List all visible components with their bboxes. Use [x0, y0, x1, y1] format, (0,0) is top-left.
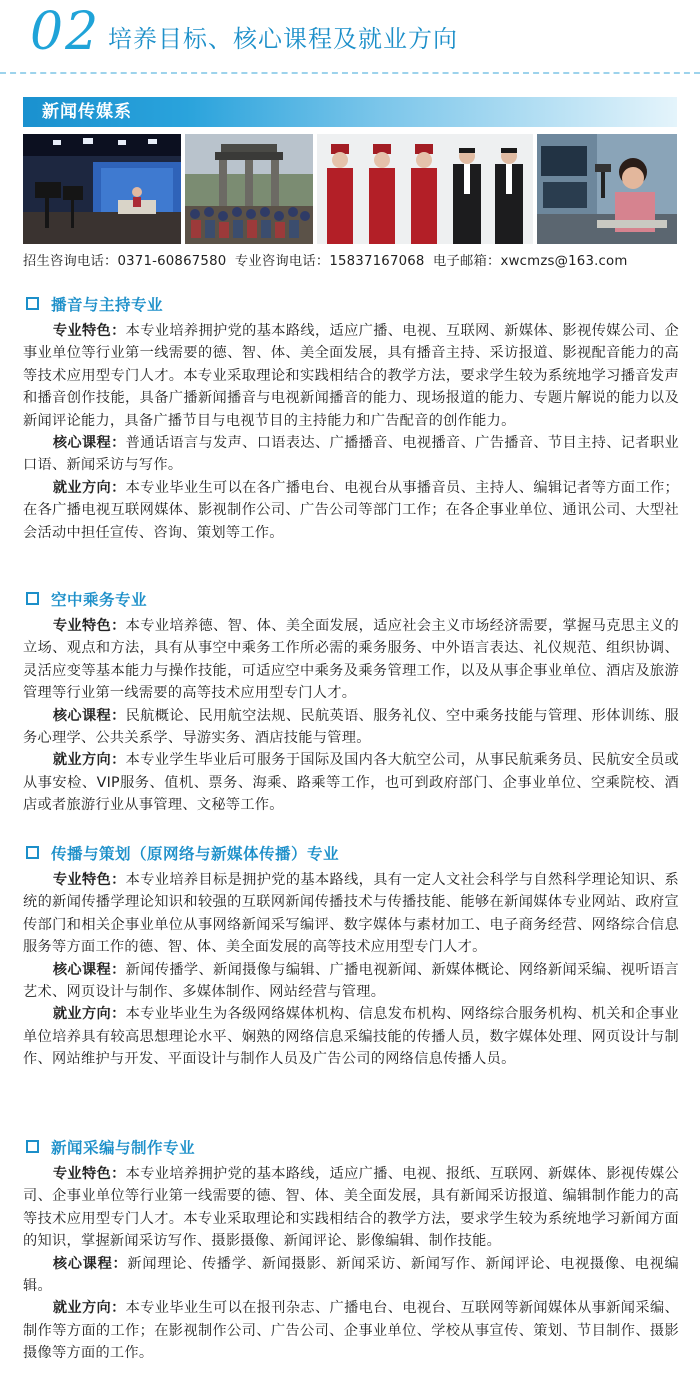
- career-label: 就业方向：: [52, 1006, 126, 1023]
- section-heading: [23, 843, 679, 867]
- courses-label: 核心课程：: [52, 1255, 128, 1272]
- feature-paragraph: [23, 1163, 679, 1253]
- chapter-number: 02: [30, 2, 101, 62]
- checkbox-square-icon: [26, 297, 39, 310]
- career-paragraph: [23, 749, 679, 816]
- major-section: [23, 294, 679, 544]
- career-label: 就业方向：: [52, 1300, 126, 1317]
- department-name: 新闻传媒系: [42, 102, 132, 122]
- contact-line: [23, 252, 683, 272]
- major-section: [23, 843, 679, 1071]
- feature-text: 本专业培养拥护党的基本路线，适应广播、电视、互联网、新媒体、影视传媒公司、企事业单位等行业第一线需要的德、智、体、美全面发展，具有播音主持、采访报道、影视配音能力的高等技术应用型专门人才。本专业采取理论和实践相结合的教学方法，要求学生较为系统地学习播音发声和播音创作技能，具备广播新闻播音与电视新闻播音的能力、现场报道的能力、专题片解说的能力以及新闻评论能力，具备广播节目与电视节目的主持能力和广告配音的创作能力。: [23, 323, 679, 429]
- feature-label: 专业特色：: [52, 872, 126, 888]
- checkbox-square-icon: [26, 1140, 39, 1153]
- major-section: [23, 589, 679, 817]
- section-heading: [23, 1137, 679, 1161]
- career-text: 本专业学生毕业后可服务于国际及国内各大航空公司，从事民航乘务员、民航安全员或从事安检、VIP服务、值机、票务、海乘、路乘等工作，也可到政府部门、企事业单位、空乘院校、酒店或者旅游行业从事管理、文秘等工作。: [23, 752, 679, 814]
- feature-label: 专业特色：: [52, 618, 126, 634]
- section-heading: [23, 294, 679, 318]
- chapter-title: 培养目标、核心课程及就业方向: [108, 25, 458, 53]
- feature-paragraph: [23, 320, 679, 432]
- major-section: [23, 1137, 679, 1365]
- courses-text: 新闻理论、传播学、新闻摄影、新闻采访、新闻写作、新闻评论、电视摄像、电视编辑。: [23, 1255, 679, 1295]
- courses-paragraph: [23, 432, 679, 477]
- feature-paragraph: [23, 615, 679, 705]
- feature-text: 本专业培养德、智、体、美全面发展，适应社会主义市场经济需要，掌握马克思主义的立场、观点和方法，具有从事空中乘务工作所必需的乘务服务、中外语言表达、礼仪规范、组织协调、灵活应变等基本能力与操作技能，可适应空中乘务及乘务管理工作，以及从事企事业单位、酒店及旅游管理等行业第一线需要的高等技术应用型专门人才。: [23, 618, 679, 702]
- courses-label: 核心课程：: [52, 961, 126, 978]
- admission-phone: 招生咨询电话：0371-60867580: [23, 254, 227, 269]
- major-phone: 专业咨询电话：15837167068: [234, 254, 425, 269]
- page-header: [0, 0, 700, 70]
- career-label: 就业方向：: [52, 752, 126, 769]
- career-paragraph: [23, 477, 679, 544]
- courses-text: 普通话语言与发声、口语表达、广播播音、电视播音、广告播音、节目主持、记者职业口语、新闻采访与写作。: [23, 435, 679, 474]
- career-text: 本专业毕业生为各级网络媒体机构、信息发布机构、网络综合服务机构、机关和企事业单位培养具有较高思想理论水平、娴熟的网络信息采编技能的传播人员，数字媒体处理、网页设计与制作、网站维护与开发、平面设计与制作人员及广告公司的网络信息传播人员。: [23, 1006, 679, 1068]
- feature-label: 专业特色：: [52, 1166, 126, 1182]
- career-text: 本专业毕业生可以在报刊杂志、广播电台、电视台、互联网等新闻媒体从事新闻采编、制作等方面的工作；在影视制作公司、广告公司、企事业单位、学校从事宣传、策划、节目制作、摄影摄像等方面的工作。: [23, 1300, 679, 1362]
- feature-text: 本专业培养目标是拥护党的基本路线，具有一定人文社会科学与自然科学理论知识、系统的新闻传播学理论知识和较强的互联网新闻传播技术与传播技能、能够在新闻媒体专业网站、政府宣传部门和相关企事业单位从事网络新闻采写编评、数字媒体与素材加工、电子商务经营、网络综合信息服务等方面工作的德、智、体、美全面发展的高等技术应用型专门人才。: [23, 872, 679, 956]
- studio-photo: [23, 134, 181, 244]
- courses-paragraph: [23, 1253, 679, 1298]
- checkbox-square-icon: [26, 846, 39, 859]
- section-title: 传播与策划（原网络与新媒体传播）专业: [51, 845, 340, 863]
- feature-text: 本专业培养拥护党的基本路线，适应广播、电视、报纸、互联网、新媒体、影视传媒公司、企事业单位等行业第一线需要的德、智、体、美全面发展，具有新闻采访报道、编辑制作能力的高等技术应用型专门人才。本专业采取理论和实践相结合的教学方法，要求学生较为系统地学习新闻方面的知识，掌握新闻采访写作、摄影摄像、新闻评论、影像编辑、制作技能。: [23, 1166, 679, 1250]
- career-paragraph: [23, 1297, 679, 1364]
- section-title: 空中乘务专业: [51, 591, 148, 609]
- header-divider: [0, 72, 700, 74]
- career-label: 就业方向：: [52, 479, 126, 496]
- photo-strip: [23, 134, 677, 246]
- flight-attendant-photo: [317, 134, 533, 244]
- radio-host-photo: [537, 134, 677, 244]
- feature-paragraph: [23, 869, 679, 959]
- department-banner: [23, 97, 677, 127]
- contact-email: 电子邮箱：xwcmzs@163.com: [433, 254, 628, 269]
- career-text: 本专业毕业生可以在各广播电台、电视台从事播音员、主持人、编辑记者等方面工作；在各广播电视互联网媒体、影视制作公司、广告公司等部门工作；在各企事业单位、通讯公司、大型社会活动中担任宣传、咨询、策划等工作。: [23, 479, 679, 541]
- field-trip-photo: [185, 134, 313, 244]
- courses-text: 新闻传播学、新闻摄像与编辑、广播电视新闻、新媒体概论、网络新闻采编、视听语言艺术、网页设计与制作、多媒体制作、网站经营与管理。: [23, 961, 679, 1001]
- section-heading: [23, 589, 679, 613]
- checkbox-square-icon: [26, 592, 39, 605]
- section-title: 新闻采编与制作专业: [51, 1139, 196, 1157]
- courses-paragraph: [23, 705, 679, 750]
- courses-paragraph: [23, 959, 679, 1004]
- courses-text: 民航概论、民用航空法规、民航英语、服务礼仪、空中乘务技能与管理、形体训练、服务心理学、公共关系学、导游实务、酒店技能与管理。: [23, 707, 679, 747]
- courses-label: 核心课程：: [52, 435, 126, 452]
- feature-label: 专业特色：: [52, 323, 126, 339]
- courses-label: 核心课程：: [52, 707, 126, 724]
- section-title: 播音与主持专业: [51, 296, 164, 314]
- career-paragraph: [23, 1003, 679, 1070]
